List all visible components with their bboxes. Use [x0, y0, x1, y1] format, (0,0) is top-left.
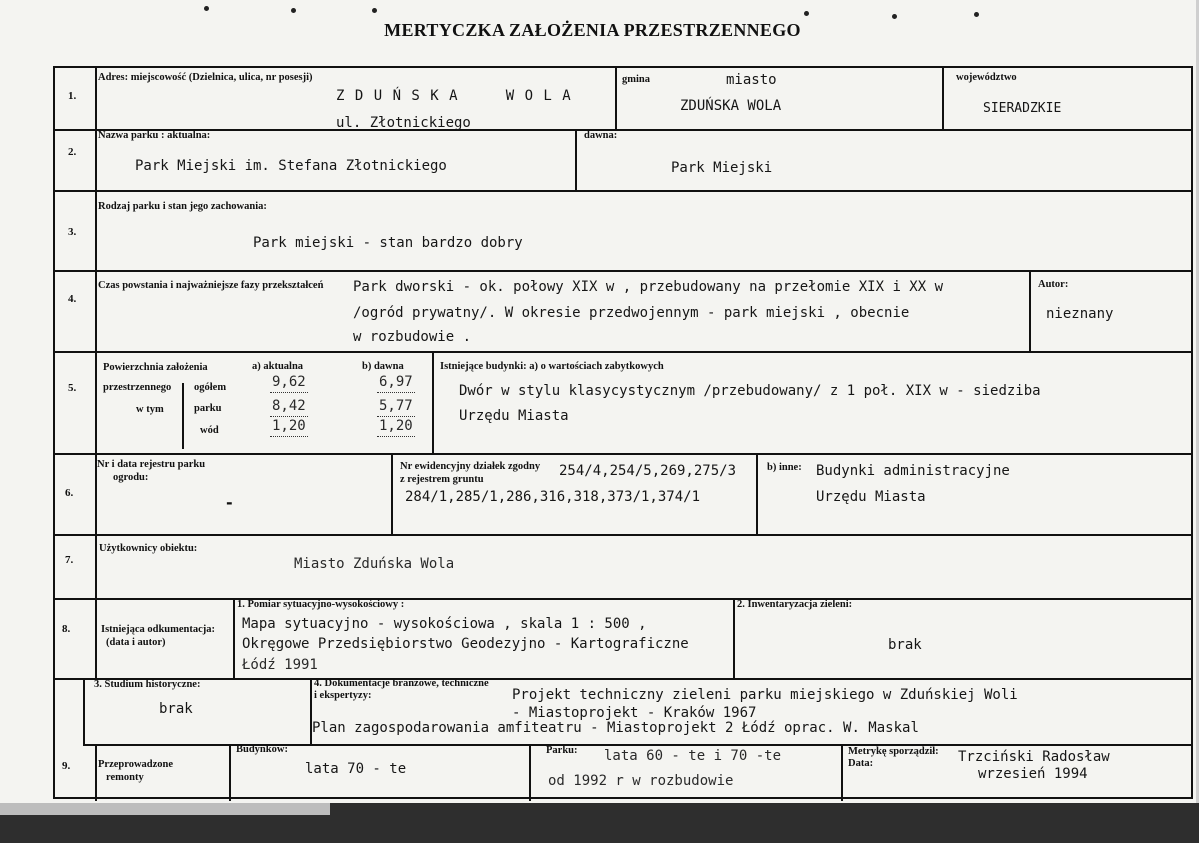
renov-park-line-2: od 1992 r w rozbudowie [548, 773, 734, 789]
park-current: 8,42 [270, 397, 308, 417]
buildings-line-1: Dwór w stylu klasycystycznym /przebudowany/ z 1 poł. XIX w - siedziba [459, 383, 1041, 399]
row-number: 1. [68, 90, 77, 102]
area-label: Powierzchnia założenia [103, 362, 208, 373]
park-name-label: Nazwa parku : aktualna: [98, 130, 211, 141]
register-label-2: ogrodu: [113, 472, 149, 483]
other-line-2: Urzędu Miasta [816, 489, 926, 505]
plots-label: Nr ewidencyjny działek zgodny [400, 461, 541, 472]
history-label: Czas powstania i najważniejsze fazy przekształceń [98, 280, 324, 291]
punch-dot [372, 8, 377, 13]
gmina-label: gmina [622, 74, 651, 85]
survey-line-3: Łódź 1991 [242, 657, 318, 673]
park-type-value: Park miejski - stan bardzo dobry [253, 235, 523, 251]
survey-line-1: Mapa sytuacyjno - wysokościowa , skala 1 : 500 , [242, 616, 647, 632]
scan-bottom-band [0, 803, 1199, 843]
punch-dot [974, 12, 979, 17]
renov-buildings-value: lata 70 - te [305, 761, 407, 777]
voivodeship-label: województwo [956, 72, 1017, 83]
document-title: MERTYCZKA ZAŁOŻENIA PRZESTRZENNEGO [384, 20, 801, 40]
former-name-label: dawna: [584, 130, 618, 141]
register-value: - [226, 493, 233, 512]
plots-line-2: 284/1,285/1,286,316,318,373/1,374/1 [405, 489, 701, 505]
address-street: ul. Złotnickiego [336, 115, 471, 131]
history-line-1: Park dworski - ok. połowy XIX w , przebudowany na przełomie XIX i XX w [353, 279, 944, 295]
tech-line-1: Projekt techniczny zieleni parku miejskiego w Zduńskiej Woli [512, 687, 1018, 703]
address-label: Adres: miejscowość (Dzielnica, ulica, nr posesji) [98, 72, 313, 83]
row-number: 6. [65, 487, 74, 499]
plots-label-2: z rejestrem gruntu [400, 474, 484, 485]
docs-label: Istniejąca odkumentacja: [101, 624, 216, 635]
survey-line-2: Okręgowe Przedsiębiorstwo Geodezyjno - Kartograficzne [242, 636, 689, 652]
users-label: Użytkownicy obiektu: [99, 543, 198, 554]
row-number: 4. [68, 293, 77, 305]
other-buildings-label: b) inne: [767, 462, 802, 473]
author-value: nieznany [1046, 306, 1114, 322]
author-label: Autor: [1038, 279, 1069, 290]
other-line-1: Budynki administracyjne [816, 463, 1010, 479]
park-name-former: Park Miejski [671, 160, 773, 176]
park-former: 5,77 [377, 397, 415, 417]
renovations-label: Przeprowadzone [98, 759, 174, 770]
park-type-label: Rodzaj parku i stan jego zachowania: [98, 201, 267, 212]
history-line-3: w rozbudowie . [353, 329, 472, 345]
row-number: 5. [68, 382, 77, 394]
current-label: a) aktualna [252, 361, 304, 372]
total-current: 9,62 [270, 373, 308, 393]
gmina-handwritten: miasto [726, 72, 777, 88]
inventory-value: brak [888, 637, 922, 653]
total-former: 6,97 [377, 373, 415, 393]
buildings-label: Istniejące budynki: a) o wartościach zabytkowych [440, 361, 664, 372]
punch-dot [892, 14, 897, 19]
water-label: wód [200, 425, 219, 436]
tech-docs-label-2: i ekspertyzy: [314, 690, 372, 701]
renovations-label-2: remonty [106, 772, 144, 783]
inventory-label: 2. Inwentaryzacja zieleni: [737, 599, 853, 610]
former-area-label: b) dawna [362, 361, 404, 372]
prepared-date: wrzesień 1994 [978, 766, 1088, 782]
punch-dot [204, 6, 209, 11]
prepared-by-name: Trzciński Radosław [958, 749, 1110, 765]
total-label: ogółem [194, 382, 227, 393]
row-number: 7. [65, 554, 74, 566]
users-value: Miasto Zduńska Wola [294, 556, 455, 572]
address-city: Z D U Ń S K A W O L A [336, 88, 572, 104]
gmina-value: ZDUŃSKA WOLA [680, 98, 782, 114]
tech-docs-label: 4. Dokumentacje branżowe, techniczne [314, 678, 489, 689]
row-number: 2. [68, 146, 77, 158]
prepared-by-label: Metrykę sporządził: [848, 746, 939, 757]
tech-line-2: - Miastoprojekt - Kraków 1967 [512, 705, 757, 721]
park-area-label: parku [194, 403, 222, 414]
register-label: Nr i data rejestru parku [97, 459, 206, 470]
study-label: 3. Studium historyczne: [94, 679, 201, 690]
survey-label: 1. Pomiar sytuacyjno-wysokościowy : [237, 599, 405, 610]
renov-park-label: Parku: [546, 745, 578, 756]
punch-dot [291, 8, 296, 13]
voivodeship-value: SIERADZKIE [983, 101, 1062, 116]
water-former: 1,20 [377, 417, 415, 437]
water-current: 1,20 [270, 417, 308, 437]
study-value: brak [159, 701, 193, 717]
docs-label-2: (data i autor) [106, 637, 166, 648]
date-label: Data: [848, 758, 874, 769]
in-which-label: w tym [136, 404, 164, 415]
renov-park-line-1: lata 60 - te i 70 -te [604, 748, 782, 764]
tech-line-3: Plan zagospodarowania amfiteatru - Miastoprojekt 2 Łódź oprac. W. Maskal [312, 720, 919, 736]
history-line-2: /ogród prywatny/. W okresie przedwojennym - park miejski , obecnie [353, 305, 910, 321]
area-label-2: przestrzennego [103, 382, 172, 393]
row-number: 8. [62, 623, 71, 635]
punch-dot [804, 11, 809, 16]
park-name-current: Park Miejski im. Stefana Złotnickiego [135, 158, 447, 174]
renov-buildings-label: Budynków: [236, 744, 288, 755]
plots-line-1: 254/4,254/5,269,275/3 [559, 463, 737, 479]
buildings-line-2: Urzędu Miasta [459, 408, 569, 424]
row-number: 3. [68, 226, 77, 238]
row-number: 9. [62, 760, 71, 772]
